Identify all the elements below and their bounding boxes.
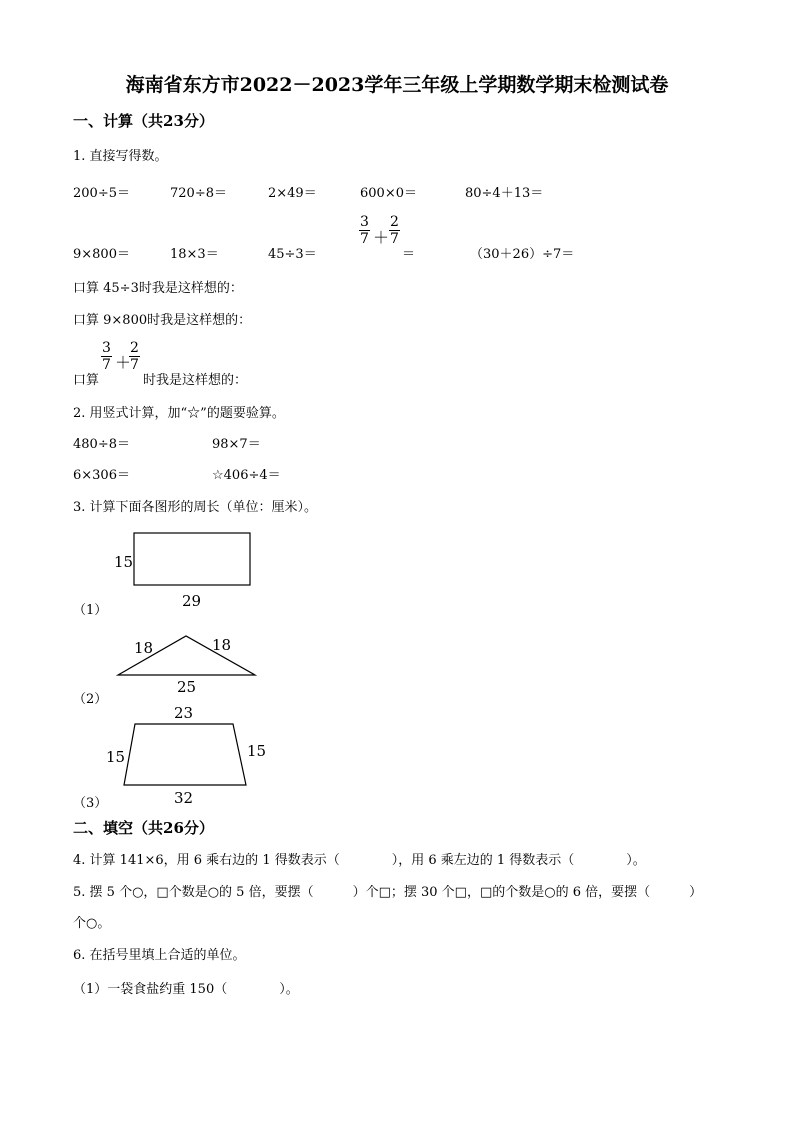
trapezoid-right-label: 15 [247, 742, 267, 760]
calc-item: 45÷3＝ [268, 247, 317, 262]
think-line-1: 口算 45÷3时我是这样想的： [73, 281, 243, 296]
rectangle-bottom-label: 29 [182, 592, 202, 610]
calc-item: 720÷8＝ [170, 186, 227, 201]
calc-item: 9×800＝ [73, 247, 130, 262]
calc-item: 18×3＝ [170, 247, 219, 262]
trapezoid-bottom-label: 32 [174, 789, 194, 807]
calc-item: 600×0＝ [360, 186, 417, 201]
fraction-3-7: $\frac{3}{7}$ [360, 214, 369, 247]
question-6-item-1: （1）一袋食盐约重 150（ ）。 [73, 982, 299, 997]
question-5-line-1: 5. 摆 5 个○，□个数是○的 5 倍，要摆（ ）个□；摆 30 个□，□的个数是○的 6 倍，要摆（ ） [73, 885, 703, 900]
page-title: 海南省东方市2022－2023学年三年级上学期数学期末检测试卷 [125, 74, 669, 96]
plus-sign: ＋ [373, 228, 390, 247]
question-3-label: 3. 计算下面各图形的周长（单位：厘米）。 [73, 500, 318, 515]
trapezoid-shape [124, 724, 246, 785]
rectangle-shape [134, 533, 250, 585]
plus-sign: ＋ [115, 353, 132, 372]
triangle-bottom-label: 25 [177, 678, 197, 696]
vertical-calc-item: 98×7＝ [212, 437, 261, 452]
vertical-calc-item: ☆406÷4＝ [212, 468, 281, 483]
figure-3-label: （3） [73, 796, 108, 811]
fraction-2-7: $\frac{2}{7}$ [130, 340, 139, 373]
calc-item: （30＋26）÷7＝ [470, 247, 575, 262]
trapezoid-top-label: 23 [174, 704, 194, 722]
calc-item: 200÷5＝ [73, 186, 130, 201]
vertical-calc-item: 6×306＝ [73, 468, 130, 483]
calc-item: 2×49＝ [268, 186, 317, 201]
trapezoid-left-label: 15 [106, 748, 126, 766]
calc-item: ＝ [402, 247, 416, 262]
question-4: 4. 计算 141×6，用 6 乘右边的 1 得数表示（ ），用 6 乘左边的 1 得数表示（ ）。 [73, 853, 646, 868]
section-heading-fill: 二、填空（共26分） [73, 819, 214, 837]
think-line-3-prefix: 口算 [73, 373, 100, 388]
triangle-left-label: 18 [134, 639, 154, 657]
rectangle-side-label: 15 [114, 553, 134, 571]
section-heading-calc: 一、计算（共23分） [73, 112, 214, 130]
figure-1-label: （1） [73, 603, 108, 618]
think-line-2: 口算 9×800时我是这样想的： [73, 313, 252, 328]
triangle-right-label: 18 [212, 636, 232, 654]
question-6-label: 6. 在括号里填上合适的单位。 [73, 948, 246, 963]
figure-2-label: （2） [73, 692, 108, 707]
fraction-3-7: $\frac{3}{7}$ [102, 340, 111, 373]
question-5-line-2: 个○。 [73, 916, 111, 931]
calc-item: 80÷4＋13＝ [465, 186, 544, 201]
question-2-label: 2. 用竖式计算，加“☆”的题要验算。 [73, 406, 285, 421]
vertical-calc-item: 480÷8＝ [73, 437, 130, 452]
fraction-2-7: $\frac{2}{7}$ [390, 214, 399, 247]
think-line-3-suffix: 时我是这样想的： [143, 373, 248, 388]
question-1-label: 1. 直接写得数。 [73, 149, 168, 164]
